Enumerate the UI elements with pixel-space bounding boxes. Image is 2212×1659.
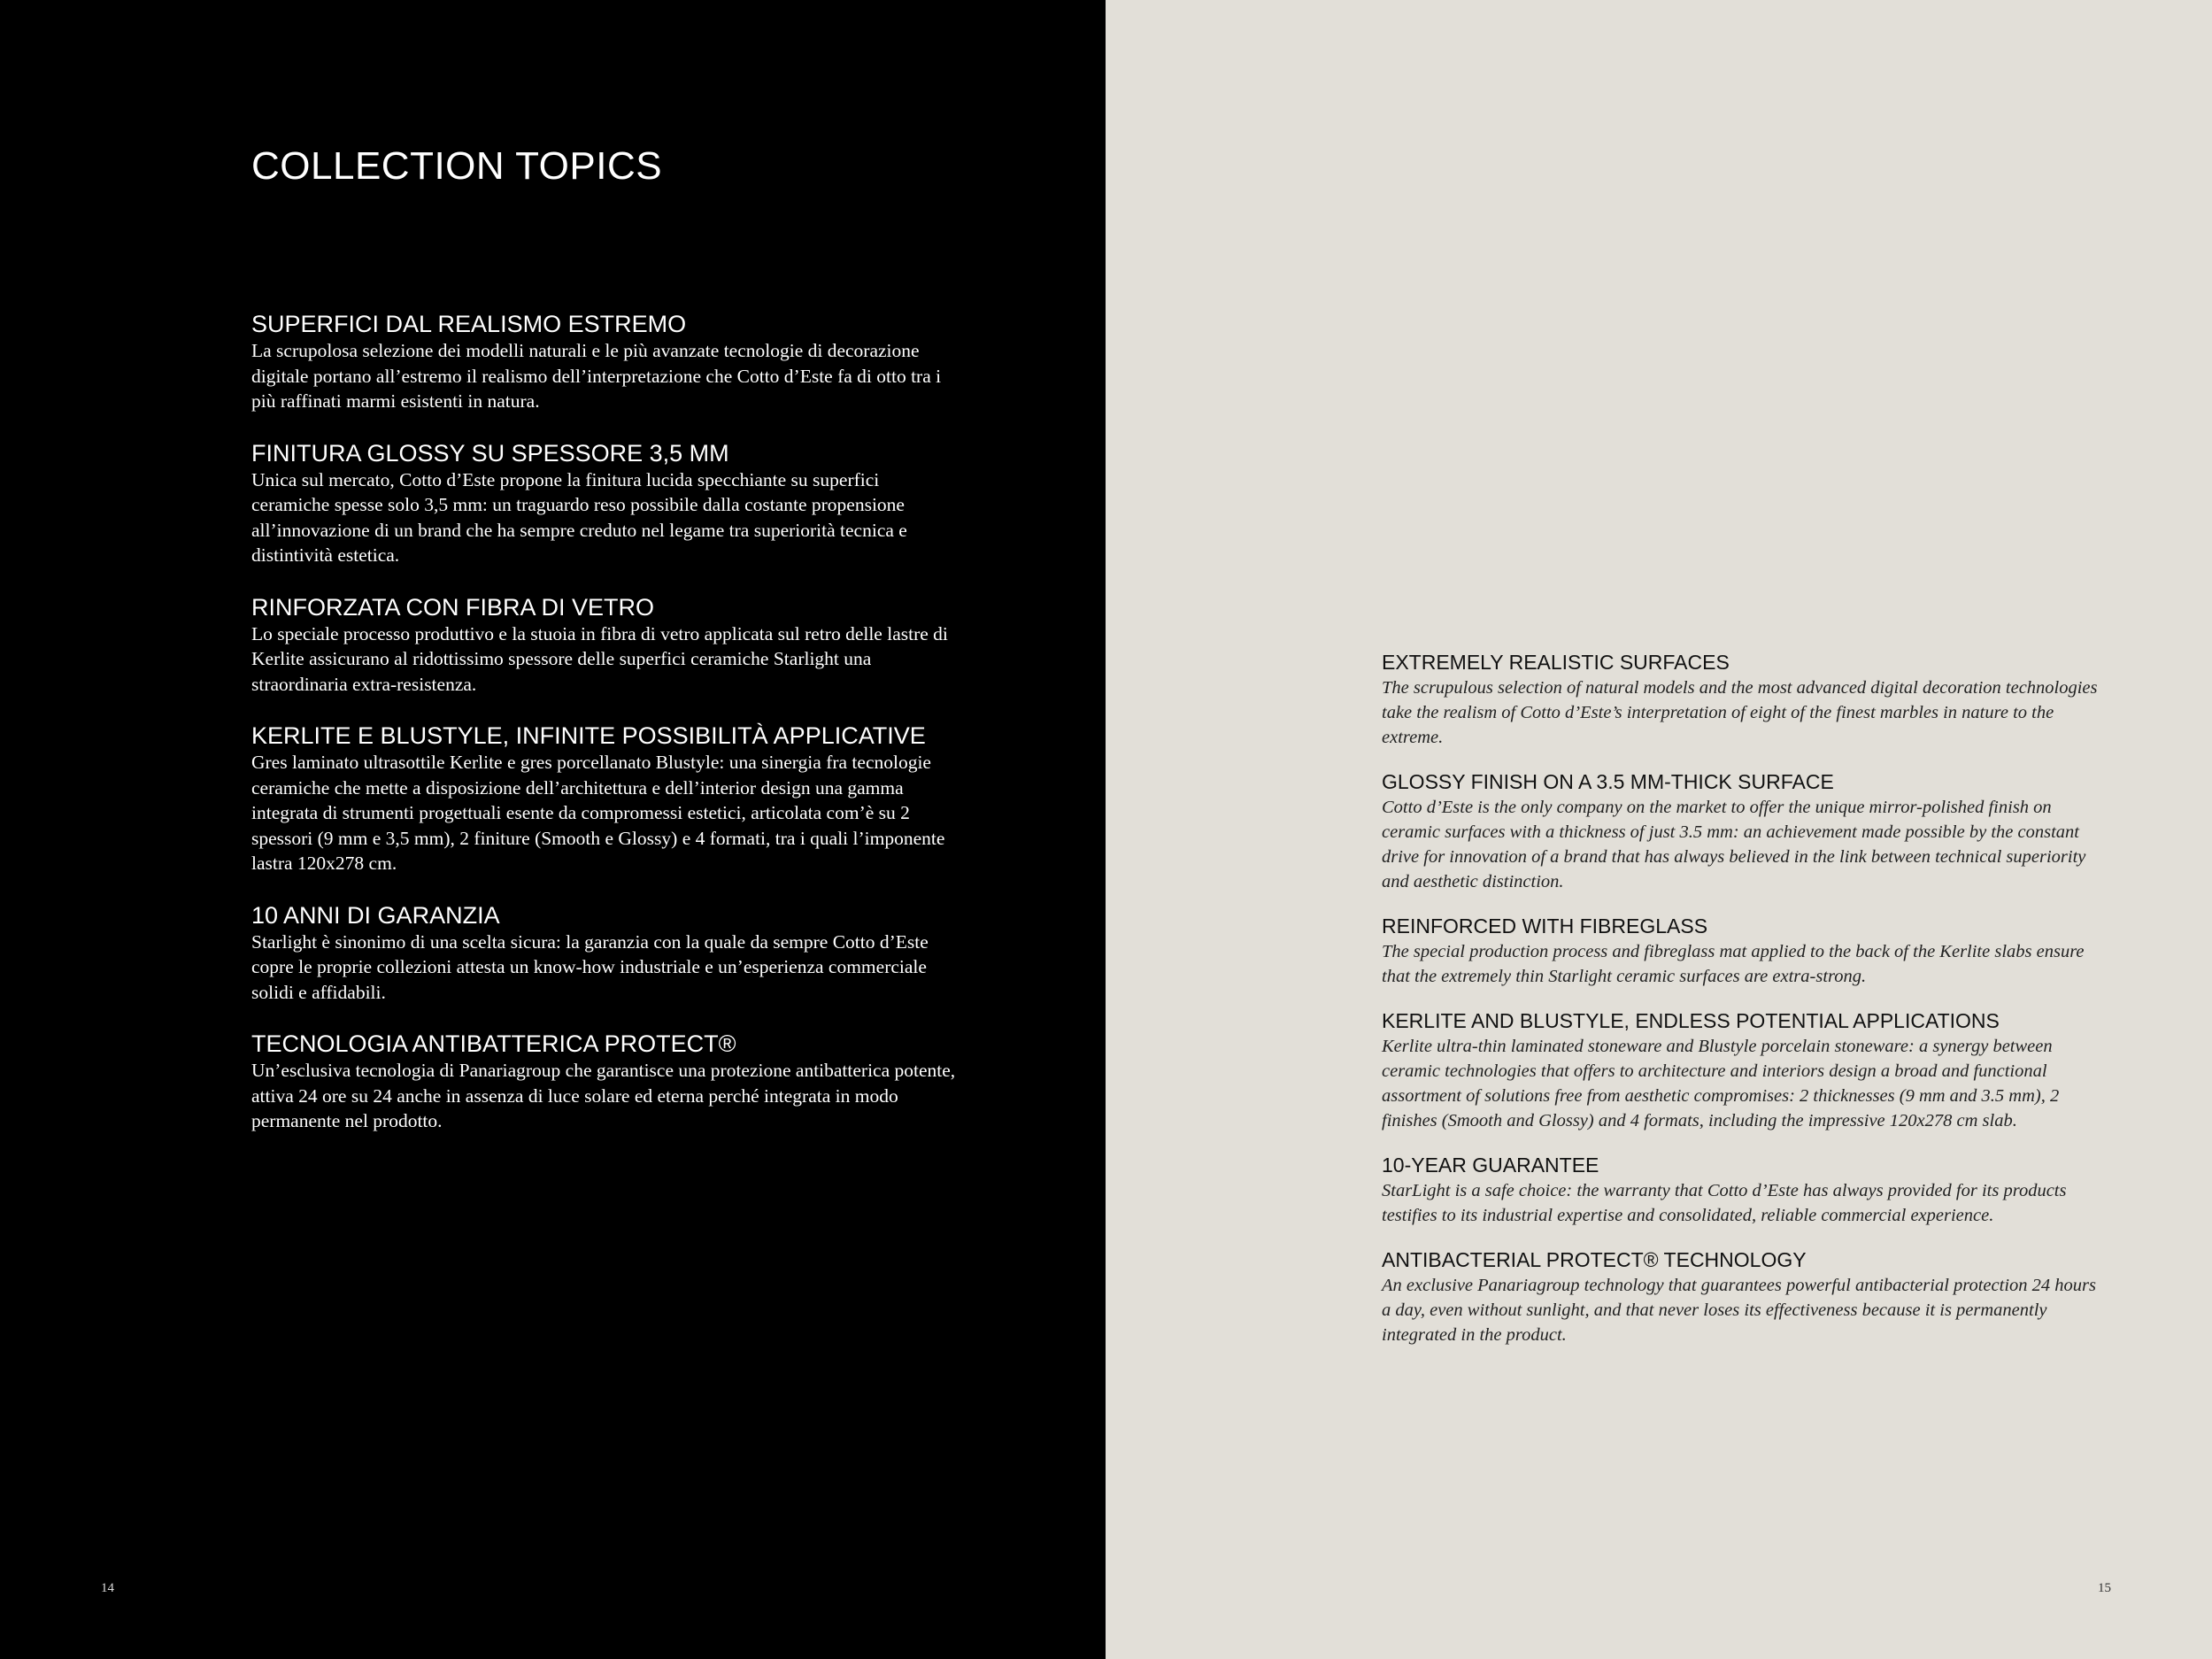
topic-body: Lo speciale processo produttivo e la stuoia in fibra di vetro applicata sul retro delle lastre di Kerlite assicurano al ridottissimo spessore delle superfici ceramiche Starlight una straordinaria extra-resistenza. xyxy=(251,622,948,695)
topic-section xyxy=(1382,650,2099,750)
topic-heading: SUPERFICI DAL REALISMO ESTREMO xyxy=(251,311,687,337)
english-topics-column xyxy=(1382,650,2099,1367)
topic-body: An exclusive Panariagroup technology that guarantees powerful antibacterial protection 24 hours a day, even without sunlight, and that never loses its effectiveness because it is permanently integrated in the product. xyxy=(1382,1276,2096,1345)
topic-body: Unica sul mercato, Cotto d’Este propone la finitura lucida specchiante su superfici ceramiche spesse solo 3,5 mm: un traguardo reso possibile dalla costante propensione all’innovazione di un brand che ha sempre creduto nel legame tra superiorità tecnica e distintività estetica. xyxy=(251,468,907,566)
topic-heading: 10-YEAR GUARANTEE xyxy=(1382,1154,1599,1177)
topic-section xyxy=(251,439,960,568)
topic-section xyxy=(1382,1008,2099,1133)
topic-section xyxy=(1382,1153,2099,1228)
topic-section xyxy=(1382,1247,2099,1347)
topic-body: Starlight è sinonimo di una scelta sicura: la garanzia con la quale da sempre Cotto d’Este copre le proprie collezioni attesta un know-how industriale e un’esperienza commerciale solidi e affidabili. xyxy=(251,930,929,1003)
topic-heading: FINITURA GLOSSY SU SPESSORE 3,5 MM xyxy=(251,439,729,467)
topic-heading: KERLITE E BLUSTYLE, INFINITE POSSIBILITÀ APPLICATIVE xyxy=(251,722,926,749)
topic-section xyxy=(251,721,960,876)
topic-body: Kerlite ultra-thin laminated stoneware and Blustyle porcelain stoneware: a synergy between ceramic technologies that offers to architecture and interiors design a broad and functional assortment of solutions free from aesthetic compromises: 2 thicknesses (9 mm and 3.5 mm), 2 finishes (Smooth and Glossy) and 4 formats, including the impressive 120x278 cm slab. xyxy=(1382,1037,2060,1130)
topic-section xyxy=(251,310,960,414)
topic-body: La scrupolosa selezione dei modelli naturali e le più avanzate tecnologie di decorazione digitale portano all’estremo il realismo dell’interpretazione che Cotto d’Este fa di otto tra i più raffinati marmi esistenti in natura. xyxy=(251,340,942,412)
page-title: COLLECTION TOPICS xyxy=(251,144,663,188)
page-number-left: 14 xyxy=(101,1581,114,1595)
italian-topics-column xyxy=(251,310,960,1159)
topic-heading: REINFORCED WITH FIBREGLASS xyxy=(1382,914,1708,938)
topic-body: Cotto d’Este is the only company on the market to offer the unique mirror-polished finish on ceramic surfaces with a thickness of just 3.5 mm: an achievement made possible by the constant drive for innovation of a brand that has always believed in the link between technical superiority and aesthetic distinction. xyxy=(1382,798,2086,891)
topic-heading: RINFORZATA CON FIBRA DI VETRO xyxy=(251,593,655,621)
topic-body: Gres laminato ultrasottile Kerlite e gres porcellanato Blustyle: una sinergia fra tecnologie ceramiche che mette a disposizione dell’architettura e dell’interior design una gamma integrata di strumenti progettuali esente da compromessi estetici, articolata com’è su 2 spessori (9 mm e 3,5 mm), 2 finiture (Smooth e Glossy) e 4 formati, tra i quali l’imponente lastra 120x278 cm. xyxy=(251,752,945,874)
topic-body: The special production process and fibreglass mat applied to the back of the Kerlite slabs ensure that the extremely thin Starlight ceramic surfaces are extra-strong. xyxy=(1382,942,2085,986)
topic-section xyxy=(251,901,960,1006)
topic-section xyxy=(251,1030,960,1134)
topic-body: The scrupulous selection of natural models and the most advanced digital decoration technologies take the realism of Cotto d’Este’s interpretation of eight of the finest marbles in nature to the extreme. xyxy=(1382,678,2098,747)
topic-heading: TECNOLOGIA ANTIBATTERICA PROTECT® xyxy=(251,1030,736,1057)
page-number-right: 15 xyxy=(2098,1581,2111,1595)
topic-heading: GLOSSY FINISH ON A 3.5 MM-THICK SURFACE xyxy=(1382,770,1834,793)
topic-section xyxy=(1382,769,2099,894)
topic-section xyxy=(1382,914,2099,989)
topic-body: StarLight is a safe choice: the warranty that Cotto d’Este has always provided for its products testifies to its industrial expertise and consolidated, reliable commercial experience. xyxy=(1382,1181,2067,1225)
topic-body: Un’esclusiva tecnologia di Panariagroup che garantisce una protezione antibatterica potente, attiva 24 ore su 24 anche in assenza di luce solare ed eterna perché integrata in modo permanente nel prodotto. xyxy=(251,1060,956,1131)
topic-heading: KERLITE AND BLUSTYLE, ENDLESS POTENTIAL APPLICATIONS xyxy=(1382,1009,2000,1032)
topic-heading: 10 ANNI DI GARANZIA xyxy=(251,901,500,929)
topic-heading: ANTIBACTERIAL PROTECT® TECHNOLOGY xyxy=(1382,1248,1807,1271)
topic-section xyxy=(251,593,960,698)
topic-heading: EXTREMELY REALISTIC SURFACES xyxy=(1382,651,1730,674)
